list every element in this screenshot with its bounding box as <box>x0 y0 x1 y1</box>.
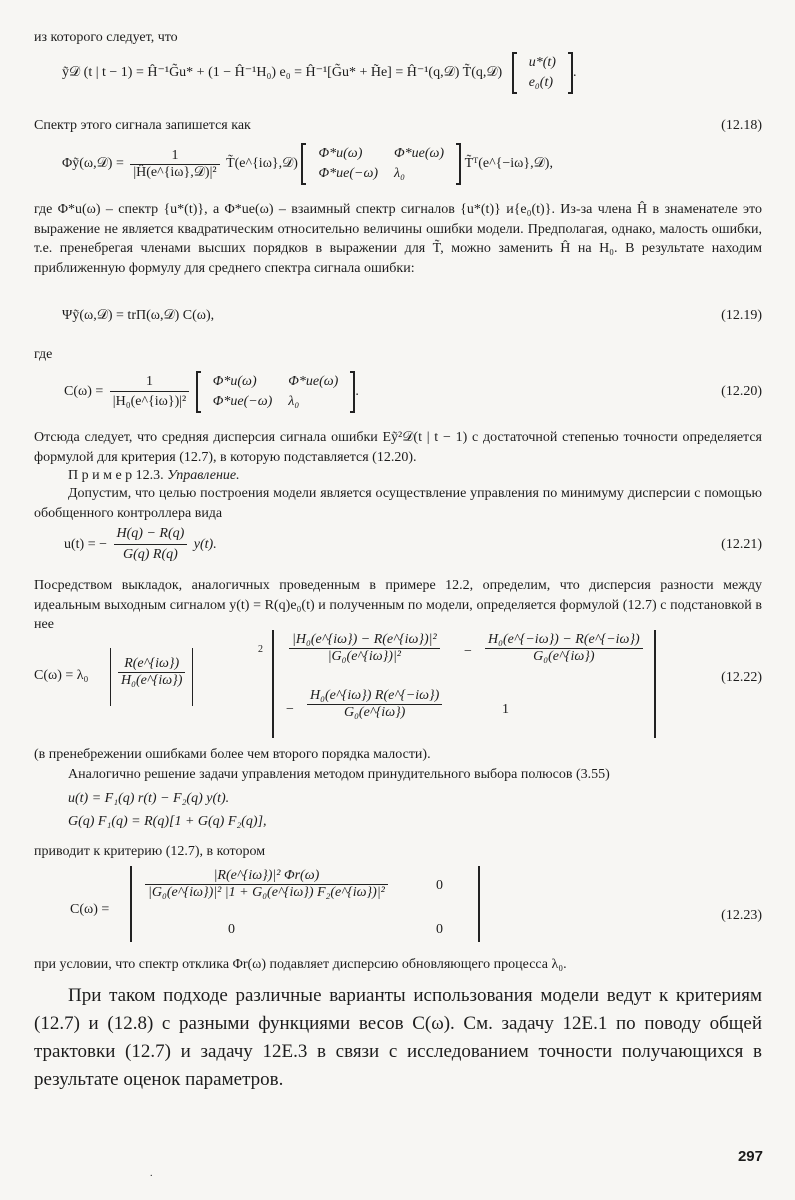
input-vector <box>512 52 573 94</box>
where-label: где <box>34 347 53 362</box>
equation-lhs: C(ω) = <box>64 384 104 399</box>
fraction: $\frac{\text{|R(e\textasciicircum{}\{iω\})|² Φr(ω)}}{\text{|G₀(e\textasciicircum{}\{iω\})|² |1 + G₀(e\textasciicircum{}\{iω\}) F₂(e\textasciicircum{}\{iω\})|²}}$ <box>145 868 388 901</box>
spectrum-matrix: Φ*u(ω) Φ*ue(ω) Φ*ue(−ω) λ₀ <box>301 143 461 185</box>
equation-term: y(t). <box>193 537 217 552</box>
vector-entry: u*(t) <box>528 54 556 70</box>
equation-number: (12.19) <box>721 308 762 323</box>
matrix-entry: 0 <box>228 922 235 937</box>
equation-number: (12.20) <box>721 384 762 399</box>
fraction: $\frac{\text{H₀(e\textasciicircum{}\{−iω\}) − R(e\textasciicircum{}\{−iω\})}}{\text{G₀(e\textasciicircum{}\{iω\})}}$ <box>485 632 643 665</box>
spectrum-intro <box>34 116 762 135</box>
paragraph-by-means: Посредством выкладок, аналогичных проведенным в примере 12.2, определим, что дисперсия разности между идеальным выходным сигналом y(t) = R(q)e₀(t) и полученным по модели, определяется формулой (12.7) с подстановкой в нее <box>34 578 762 632</box>
fraction: $\frac{1}{\text{|H₀(e\textasciicircum{}\{iω\})|²}}$ <box>110 372 189 411</box>
example-title: Управление. <box>167 468 240 483</box>
pole-equation-2: G(q) F₁(q) = R(q)[1 + G(q) F₂(q)], <box>68 814 267 829</box>
paragraph-suppose: Допустим, что целью построения модели является осуществление управления по минимуму дисперсии с помощью обобщенного контроллера вида <box>34 486 762 521</box>
abs-bracket <box>110 648 193 706</box>
neglect-line: (в пренебрежении ошибками более чем второго порядка малости). <box>34 747 431 762</box>
fraction: $\frac{\text{H₀(e\textasciicircum{}\{iω\}) R(e\textasciicircum{}\{−iω\})}}{\text{G₀(e\textasciicircum{}\{iω\})}}$ <box>307 688 442 721</box>
text-line: Спектр этого сигнала запишется как <box>34 118 251 133</box>
equation-12-22: C(ω) = λ₀ $\frac{R(e\^{}\{i\omega\})}{\text{H₀(e\textasciicircum{}\{iω\})}}$ 2 $\frac{\text{|H₀(e\textasciicircum{}\{iω\}) − R(e\textasciicircum{}\{iω\})|²}}{\text{|G₀(e\textasciicircum{}\{iω\})|²}}$ − $\frac{\text{H₀(e\textasciicircum{}\{−iω\}) − R(e\textasciicircum{}\{−iω\})}}{\text{G₀(e\textasciicircum{}\{iω\})}}$ − $\frac{\text{H₀(e\textasciicircum{}\{iω\}) R(e\textasciicircum{}\{−iω\})}}{\text{G₀(e\textasciicircum{}\{iω\})}}$ 1 (12.22) <box>34 630 762 740</box>
equation-prediction-error: ỹ𝒟 (t | t − 1) = Ĥ⁻¹G̃u* + (1 − Ĥ⁻¹H₀) e₀ = Ĥ⁻¹[G̃u* + H̃e] = Ĥ⁻¹(q,𝒟) T̃(q,𝒟) u*(t) e₀(t) . <box>34 50 762 96</box>
condition-line: при условии, что спектр отклика Φr(ω) подавляет дисперсию обновляющего процесса λ₀. <box>34 957 567 972</box>
matrix-entry: 0 <box>436 922 443 937</box>
equation-text: Ψỹ(ω,𝒟) = trΠ(ω,𝒟) C(ω), <box>62 308 215 323</box>
matrix-entry: 0 <box>436 878 443 893</box>
criterion-matrix: $\frac{\text{|H₀(e\textasciicircum{}\{iω\}) − R(e\textasciicircum{}\{iω\})|²}}{\text{|G₀(e\textasciicircum{}\{iω\})|²}}$ − $\frac{\text{H₀(e\textasciicircum{}\{−iω\}) − R(e\textasciicircum{}\{−iω\})}}{\text{G₀(e\textasciicircum{}\{iω\})}}$ − $\frac{\text{H₀(e\textasciicircum{}\{iω\}) R(e\textasciicircum{}\{−iω\})}}{\text{G₀(e\textasciicircum{}\{iω\})}}$ 1 <box>272 630 656 738</box>
equation-lhs: C(ω) = <box>70 902 110 917</box>
example-heading <box>34 466 762 485</box>
equation-lhs: Φỹ(ω,𝒟) = <box>62 156 124 171</box>
speck: . <box>150 1168 153 1179</box>
fraction: $\frac{1}{\text{|Ĥ(e\textasciicircum{}\{iω\},𝒟)|²}}$ <box>130 148 219 181</box>
equation-term: T̃(e^{iω},𝒟) <box>226 156 298 171</box>
equation-lhs: C(ω) = λ₀ <box>34 668 89 683</box>
weight-matrix: Φ*u(ω) Φ*ue(ω) Φ*ue(−ω) λ₀ <box>196 371 356 413</box>
paragraph-hence: Отсюда следует, что средняя дисперсия сигнала ошибки Eỹ²𝒟(t | t − 1) с достаточной степенью точности определяется формулой для критерия (12.7), в которую подставляется (12.20). <box>34 430 762 465</box>
equation-number: (12.21) <box>721 537 762 552</box>
intro-line: из которого следует, что <box>34 30 178 45</box>
equation-12-21 <box>34 520 762 570</box>
fraction: $\frac{H(q) - R(q)}{G(q) R(q)}$ <box>114 524 188 565</box>
equation-lhs: u(t) = − <box>64 537 108 552</box>
similar-line: Аналогично решение задачи управления методом принудительного выбора полюсов (3.55) <box>68 767 610 782</box>
fraction: $\frac{R(e\^{}\{i\omega\})}{\text{H₀(e\textasciicircum{}\{iω\})}}$ <box>118 656 185 689</box>
equation-12-19 <box>34 308 762 324</box>
equation-number: (12.23) <box>721 908 762 923</box>
paragraph-where: где Φ*u(ω) – спектр {u*(t)}, а Φ*ue(ω) – взаимный спектр сигналов {u*(t)} и{e₀(t)}. Из-за члена Ĥ в знаменателе это выражение не является квадратическим относительно величины ошибки модели. Предполагая, однако, малость ошибки, т.е. пренебрегая членами высших порядков в выражении для T̃, можно заменить Ĥ на H₀. В результате находим приближенную формулу для среднего спектра сигнала ошибки: <box>34 202 762 276</box>
vector-entry: e₀(t) <box>528 74 554 90</box>
criterion-matrix <box>130 866 480 942</box>
leads-line: приводит к критерию (12.7), в котором <box>34 844 266 859</box>
fraction: $\frac{\text{|H₀(e\textasciicircum{}\{iω\}) − R(e\textasciicircum{}\{iω\})|²}}{\text{|G₀(e\textasciicircum{}\{iω\})|²}}$ <box>289 632 440 665</box>
pole-equation-1: u(t) = F₁(q) r(t) − F₂(q) y(t). <box>68 791 230 806</box>
equation-spectrum <box>34 143 762 193</box>
equation-number: (12.18) <box>721 118 762 133</box>
equation-number: (12.22) <box>721 670 762 685</box>
equation-term: T̃ᵀ(e^{−iω},𝒟), <box>464 156 553 171</box>
page-number: 297 <box>737 1148 763 1165</box>
equation-text: ỹ𝒟 (t | t − 1) = Ĥ⁻¹G̃u* + (1 − Ĥ⁻¹H₀) e₀ = Ĥ⁻¹[G̃u* + H̃e] = Ĥ⁻¹(q,𝒟) T̃(q,𝒟) <box>62 65 503 80</box>
final-paragraph: При таком подходе различные варианты использования модели ведут к критериям (12.7) и (12.8) с разными функциями весов C(ω). См. задачу 12E.1 по поводу общей трактовки (12.7) и задачу 12E.3 в связи с исследованием точности получающихся в результате оценок параметров. <box>34 985 762 1090</box>
equation-12-20: C(ω) = $\frac{1}{\text{|H₀(e\textasciicircum{}\{iω\})|²}}$ Φ*u(ω) Φ*ue(ω) Φ*ue(−ω) λ₀ . (12.20) <box>34 368 762 416</box>
example-label: П р и м е р 12.3. <box>68 468 164 483</box>
equation-12-23 <box>34 866 762 946</box>
matrix-entry: 1 <box>502 702 509 717</box>
